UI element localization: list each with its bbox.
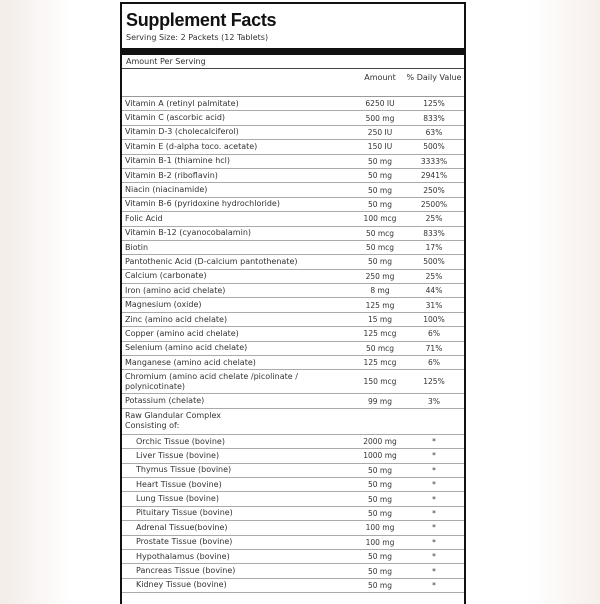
nutrient-name: Adrenal Tissue(bovine) xyxy=(136,522,228,532)
nutrient-daily-value: 31% xyxy=(425,300,443,310)
label-title: Supplement Facts xyxy=(126,10,277,30)
table-row xyxy=(122,155,464,169)
table-row xyxy=(122,241,464,255)
label-header xyxy=(122,4,464,44)
table-row xyxy=(122,478,464,492)
nutrient-amount: 250 IU xyxy=(367,127,393,137)
nutrient-daily-value: 500% xyxy=(423,142,445,152)
nutrient-amount: 100 mcg xyxy=(363,214,397,224)
nutrient-amount: 125 mcg xyxy=(363,358,397,368)
nutrient-amount: 150 IU xyxy=(367,142,393,152)
nutrient-daily-value: 6% xyxy=(428,358,440,368)
nutrient-daily-value: * xyxy=(432,494,436,504)
nutrient-amount: 50 mg xyxy=(368,508,392,518)
nutrient-name: Manganese (amino acid chelate) xyxy=(125,357,256,367)
nutrient-amount: 150 mcg xyxy=(363,377,397,387)
nutrient-daily-value: 2941% xyxy=(420,171,448,181)
nutrient-amount: 2000 mg xyxy=(363,437,397,446)
nutrient-amount: 50 mg xyxy=(368,156,392,166)
nutrient-daily-value: * xyxy=(432,552,436,562)
nutrient-name: Vitamin B-12 (cyanocobalamin) xyxy=(125,228,252,238)
nutrient-amount: 50 mcg xyxy=(365,343,395,353)
nutrient-daily-value: * xyxy=(432,566,436,576)
table-row xyxy=(122,140,464,154)
column-header xyxy=(122,69,464,97)
nutrient-name: Folic Acid xyxy=(125,213,163,223)
nutrient-rows xyxy=(122,97,464,409)
nutrient-amount: 125 mg xyxy=(365,300,395,310)
nutrient-amount: 50 mcg xyxy=(365,228,395,238)
nutrient-name: Lung Tissue (bovine) xyxy=(136,494,219,504)
nutrient-daily-value: * xyxy=(432,480,436,490)
table-row xyxy=(122,313,464,327)
table-row xyxy=(122,370,464,394)
table-row xyxy=(122,536,464,550)
nutrient-daily-value: 3333% xyxy=(420,156,448,166)
nutrient-daily-value: 25% xyxy=(425,271,443,281)
nutrient-amount: 50 mg xyxy=(368,257,392,267)
table-row xyxy=(122,183,464,197)
nutrient-amount: 500 mg xyxy=(365,113,395,123)
table-row xyxy=(122,521,464,535)
nutrient-amount: 15 mg xyxy=(368,315,392,325)
nutrient-amount: 50 mg xyxy=(368,566,392,576)
nutrient-amount: 50 mg xyxy=(368,494,392,504)
nutrient-daily-value: 3% xyxy=(428,396,440,406)
nutrient-name: Zinc (amino acid chelate) xyxy=(125,314,228,324)
serving-size: Serving Size: 2 Packets (12 Tablets) xyxy=(126,33,269,42)
table-row xyxy=(122,492,464,506)
column-header-dv: % Daily Value xyxy=(406,73,462,82)
nutrient-name: Biotin xyxy=(125,242,149,252)
nutrient-name: Vitamin B-2 (riboflavin) xyxy=(125,170,218,180)
nutrient-amount: 50 mcg xyxy=(365,243,395,253)
table-row xyxy=(122,284,464,298)
nutrient-daily-value: 6% xyxy=(428,329,440,339)
table-row xyxy=(122,449,464,463)
nutrient-amount: 50 mg xyxy=(368,552,392,562)
thick-divider xyxy=(122,48,464,55)
nutrient-daily-value: * xyxy=(432,437,436,446)
nutrient-amount: 50 mg xyxy=(368,580,392,590)
nutrient-name: Heart Tissue (bovine) xyxy=(136,479,222,489)
nutrient-amount: 99 mg xyxy=(368,396,392,406)
nutrient-name: Selenium (amino acid chelate) xyxy=(125,343,248,353)
table-row xyxy=(122,111,464,125)
table-row xyxy=(122,227,464,241)
nutrient-amount: 50 mg xyxy=(368,171,392,181)
table-row xyxy=(122,97,464,111)
table-row xyxy=(122,464,464,478)
nutrient-name: Vitamin C (ascorbic acid) xyxy=(125,113,226,123)
nutrient-name: Vitamin A (retinyl palmitate) xyxy=(125,98,239,108)
nutrient-name: Orchic Tissue (bovine) xyxy=(136,436,225,446)
table-row xyxy=(122,435,464,449)
table-row xyxy=(122,212,464,226)
nutrient-name: Chromium (amino acid chelate /picolinate / polynicotinate) xyxy=(125,371,298,391)
nutrient-daily-value: * xyxy=(432,508,436,518)
nutrient-daily-value: 125% xyxy=(423,377,445,387)
nutrient-daily-value: * xyxy=(432,523,436,533)
nutrient-amount: 6250 IU xyxy=(365,99,395,109)
nutrient-daily-value: * xyxy=(432,451,436,461)
amount-per-serving: Amount Per Serving xyxy=(122,55,464,69)
nutrient-amount: 100 mg xyxy=(365,537,395,547)
nutrient-name: Iron (amino acid chelate) xyxy=(125,285,226,295)
table-row xyxy=(122,270,464,284)
nutrient-name: Pituitary Tissue (bovine) xyxy=(136,508,233,518)
nutrient-amount: 50 mg xyxy=(368,199,392,209)
table-row xyxy=(122,298,464,312)
nutrient-daily-value: * xyxy=(432,465,436,475)
nutrient-daily-value: 17% xyxy=(425,243,443,253)
table-row xyxy=(122,394,464,408)
nutrient-amount: 1000 mg xyxy=(363,451,397,461)
nutrient-name: Hypothalamus (bovine) xyxy=(136,551,230,561)
nutrient-daily-value: * xyxy=(432,537,436,547)
nutrient-daily-value: * xyxy=(432,580,436,590)
nutrient-daily-value: 833% xyxy=(423,113,445,123)
nutrient-name: Pancreas Tissue (bovine) xyxy=(136,566,236,576)
column-header-amount: Amount xyxy=(364,73,396,82)
nutrient-name: Magnesium (oxide) xyxy=(125,300,202,310)
glandular-subtitle: Consisting of: xyxy=(125,420,180,430)
nutrient-name: Pantothenic Acid (D-calcium pantothenate) xyxy=(125,256,298,266)
table-row xyxy=(122,564,464,578)
column-header-name xyxy=(122,69,354,96)
nutrient-name: Calcium (carbonate) xyxy=(125,271,207,281)
nutrient-daily-value: 100% xyxy=(423,315,445,325)
nutrient-name: Liver Tissue (bovine) xyxy=(136,450,220,460)
nutrient-name: Vitamin D-3 (cholecalciferol) xyxy=(125,127,239,137)
nutrient-daily-value: 25% xyxy=(425,214,443,224)
glandular-title: Raw Glandular Complex xyxy=(125,410,221,420)
nutrient-daily-value: 44% xyxy=(425,286,443,296)
nutrient-daily-value: 2500% xyxy=(420,199,448,209)
nutrient-name: Vitamin E (d-alpha toco. acetate) xyxy=(125,141,258,151)
table-row xyxy=(122,169,464,183)
nutrient-daily-value: 71% xyxy=(425,343,443,353)
nutrient-amount: 50 mg xyxy=(368,480,392,490)
table-row xyxy=(122,356,464,370)
nutrient-name: Vitamin B-1 (thiamine hcl) xyxy=(125,156,231,166)
nutrient-name: Thymus Tissue (bovine) xyxy=(136,465,232,475)
nutrient-daily-value: 250% xyxy=(423,185,445,195)
nutrient-daily-value: 125% xyxy=(423,99,445,109)
glandular-complex-heading xyxy=(122,409,464,435)
nutrient-amount: 50 mg xyxy=(368,465,392,475)
nutrient-name: Copper (amino acid chelate) xyxy=(125,328,239,338)
nutrient-amount: 8 mg xyxy=(370,286,390,296)
table-row xyxy=(122,550,464,564)
nutrient-name: Kidney Tissue (bovine) xyxy=(136,580,227,590)
nutrient-name: Niacin (niacinamide) xyxy=(125,185,208,195)
table-row xyxy=(122,327,464,341)
table-row xyxy=(122,342,464,356)
nutrient-name: Prostate Tissue (bovine) xyxy=(136,537,233,547)
nutrient-daily-value: 63% xyxy=(425,127,443,137)
nutrient-amount: 125 mcg xyxy=(363,329,397,339)
supplement-facts-label xyxy=(120,2,466,604)
glandular-rows xyxy=(122,435,464,593)
table-row xyxy=(122,579,464,593)
table-row xyxy=(122,198,464,212)
nutrient-amount: 50 mg xyxy=(368,185,392,195)
nutrient-name: Potassium (chelate) xyxy=(125,396,205,406)
nutrient-amount: 100 mg xyxy=(365,523,395,533)
table-row xyxy=(122,255,464,269)
nutrient-name: Vitamin B-6 (pyridoxine hydrochloride) xyxy=(125,199,280,209)
nutrient-daily-value: 833% xyxy=(423,228,445,238)
nutrient-amount: 250 mg xyxy=(365,271,395,281)
nutrient-daily-value: 500% xyxy=(423,257,445,267)
table-row xyxy=(122,126,464,140)
table-row xyxy=(122,507,464,521)
